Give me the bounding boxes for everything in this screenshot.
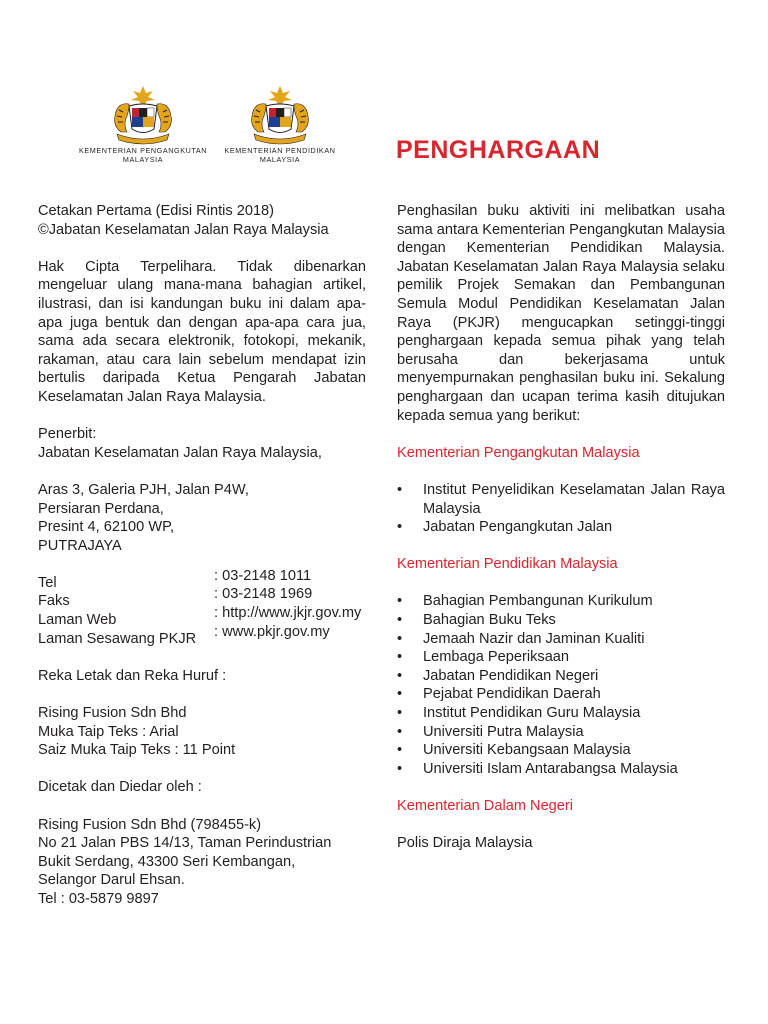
printer-line: Rising Fusion Sdn Bhd (798455-k) bbox=[38, 816, 262, 833]
contact-row-tel bbox=[38, 567, 366, 593]
layout-line: Rising Fusion Sdn Bhd bbox=[38, 705, 187, 722]
contact-value: : 03-2148 1011 bbox=[214, 567, 312, 584]
contact-list bbox=[38, 567, 366, 648]
logo-kementerian-pengangkutan bbox=[62, 84, 224, 164]
contact-label: Faks bbox=[38, 593, 70, 610]
colophon-column bbox=[38, 202, 366, 909]
list-item: • Universiti Kebangsaan Malaysia bbox=[397, 741, 725, 760]
list-item: • Pejabat Pendidikan Daerah bbox=[397, 685, 725, 704]
list-item: • Jabatan Pendidikan Negeri bbox=[397, 667, 725, 686]
ministry-heading: Kementerian Pengangkutan Malaysia bbox=[397, 444, 640, 461]
agency-text: Polis Diraja Malaysia bbox=[397, 835, 533, 852]
ministry-list bbox=[397, 592, 725, 778]
list-item: • Bahagian Pembangunan Kurikulum bbox=[397, 592, 725, 611]
publisher-name: Jabatan Keselamatan Jalan Raya Malaysia, bbox=[38, 444, 322, 461]
coat-of-arms-icon bbox=[240, 84, 320, 146]
logo-caption: KEMENTERIAN PENDIDIKAN MALAYSIA bbox=[224, 146, 336, 164]
address-line: Aras 3, Galeria PJH, Jalan P4W, bbox=[38, 481, 249, 498]
ministry-heading: Kementerian Dalam Negeri bbox=[397, 798, 574, 814]
printer-label: Dicetak dan Diedar oleh : bbox=[38, 779, 202, 796]
publisher-address bbox=[38, 481, 366, 555]
address-line: Persiaran Perdana, bbox=[38, 500, 164, 517]
layout-line: Saiz Muka Taip Teks : 11 Point bbox=[38, 742, 236, 759]
layout-info bbox=[38, 704, 366, 760]
printer-line: No 21 Jalan PBS 14/13, Taman Perindustrian bbox=[38, 835, 332, 852]
coat-of-arms-icon bbox=[103, 84, 183, 146]
list-item: • Bahagian Buku Teks bbox=[397, 611, 725, 630]
logo-caption: KEMENTERIAN PENGANGKUTAN MALAYSIA bbox=[78, 146, 208, 164]
list-item: • Institut Pendidikan Guru Malaysia bbox=[397, 704, 725, 723]
publisher-label: Penerbit: bbox=[38, 426, 97, 443]
acknowledgement-column bbox=[397, 202, 725, 853]
layout-label: Reka Letak dan Reka Huruf : bbox=[38, 667, 227, 684]
logo-kementerian-pendidikan bbox=[210, 84, 350, 164]
page-title: PENGHARGAAN bbox=[396, 136, 601, 164]
list-item: • Jemaah Nazir dan Jaminan Kualiti bbox=[397, 630, 725, 649]
printer-line: Selangor Darul Ehsan. bbox=[38, 872, 185, 889]
intro-paragraph: Penghasilan buku aktiviti ini melibatkan usaha sama antara Kementerian Pengangkutan Malaysia dengan Kementerian Pendidikan Malaysia. Jabatan Keselamatan Jalan Raya Malaysia selaku pemilik Projek Semakan dan Pembangunan Semula Modul Pendidikan Keselamatan Jalan Raya (PKJR) mengucapkan setinggi-tinggi penghargaan kepada semua pihak yang telah berusaha dan bekerjasama untuk menyempurnakan penghasilan buku ini. Sekalung penghargaan dan ucapan terima kasih ditujukan kepada semua yang berikut: bbox=[397, 203, 725, 424]
printer-info bbox=[38, 816, 366, 909]
address-line: PUTRAJAYA bbox=[38, 537, 122, 554]
ministry-heading: Kementerian Pendidikan Malaysia bbox=[397, 556, 618, 573]
contact-label: Tel bbox=[38, 574, 57, 591]
list-item: • Universiti Putra Malaysia bbox=[397, 723, 725, 742]
contact-value: : www.pkjr.gov.my bbox=[214, 623, 330, 640]
rights-text: Hak Cipta Terpelihara. Tidak dibenarkan mengeluar ulang mana-mana bahagian artikel, ilustrasi, dan isi kandungan buku ini dalam apa-apa juga bentuk dan dengan apa-apa cara jua, sama ada secara elektronik, fotokopi, mekanik, rakaman, atau cara lain sebelum mendapat izin bertulis daripada Ketua Pengarah Jabatan Keselamatan Jalan Raya Malaysia. bbox=[38, 258, 366, 405]
ministry-list bbox=[397, 481, 725, 537]
contact-value: : 03-2148 1969 bbox=[214, 586, 313, 603]
contact-label: Laman Sesawang PKJR bbox=[38, 630, 197, 647]
edition-text: Cetakan Pertama (Edisi Rintis 2018) bbox=[38, 203, 275, 219]
list-item: • Jabatan Pengangkutan Jalan bbox=[397, 518, 725, 537]
list-item: • Lembaga Peperiksaan bbox=[397, 648, 725, 667]
copyright-text: ©Jabatan Keselamatan Jalan Raya Malaysia bbox=[38, 221, 329, 238]
contact-value: : http://www.jkjr.gov.my bbox=[214, 605, 362, 622]
contact-label: Laman Web bbox=[38, 612, 117, 629]
address-line: Presint 4, 62100 WP, bbox=[38, 519, 175, 536]
printer-line: Bukit Serdang, 43300 Seri Kembangan, bbox=[38, 853, 296, 870]
contact-row-pkjr bbox=[38, 623, 366, 649]
list-item: • Universiti Islam Antarabangsa Malaysia bbox=[397, 760, 725, 779]
list-item: • Institut Penyelidikan Keselamatan Jalan Raya Malaysia bbox=[397, 481, 725, 518]
layout-line: Muka Taip Teks : Arial bbox=[38, 723, 179, 740]
printer-line: Tel : 03-5879 9897 bbox=[38, 890, 159, 907]
